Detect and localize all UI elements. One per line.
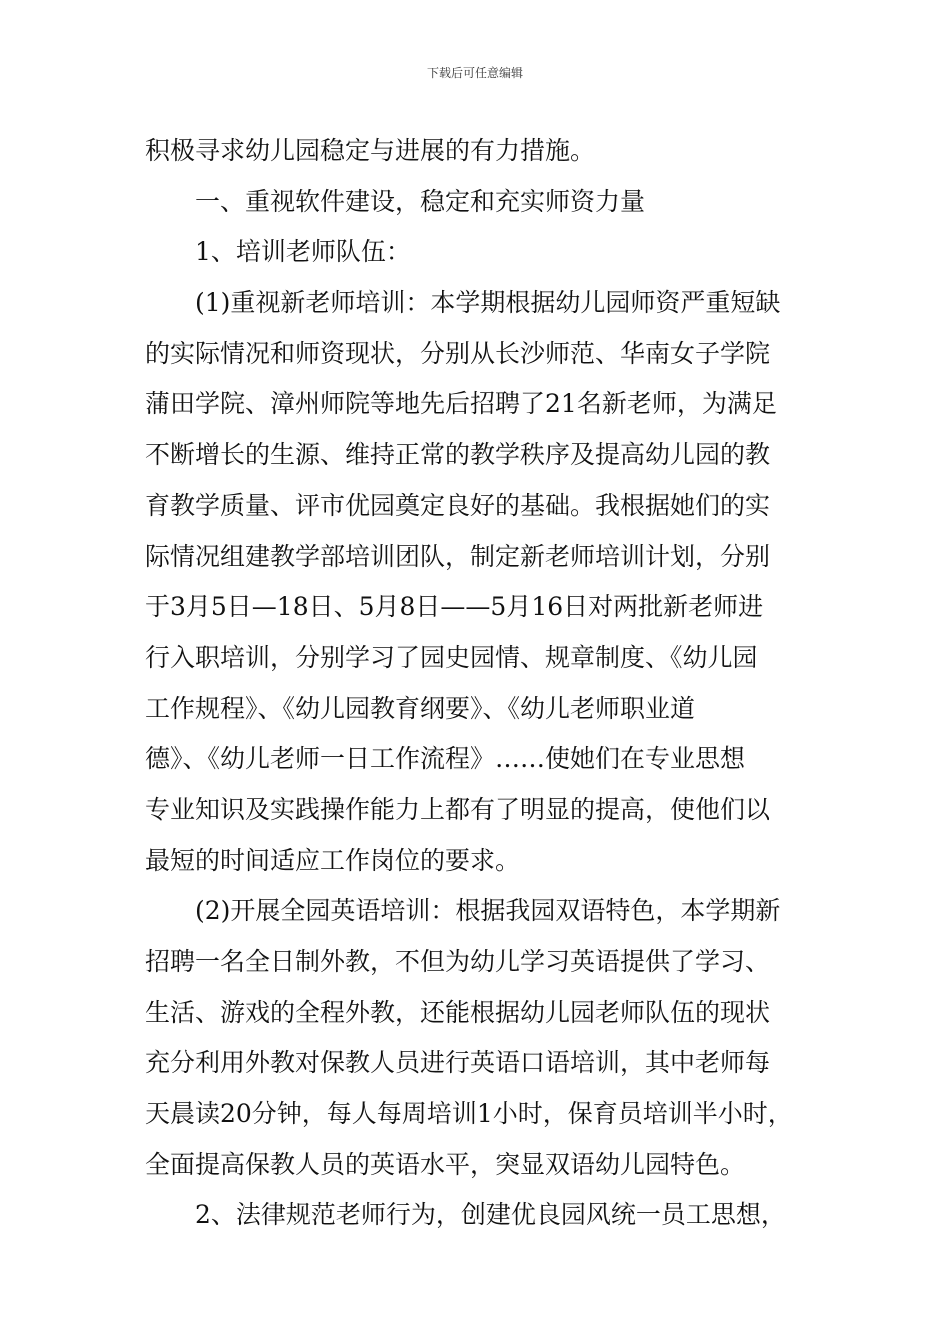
text-line: 不断增长的生源、维持正常的教学秩序及提高幼儿园的教 xyxy=(145,440,771,470)
document-body xyxy=(145,126,825,1241)
subsection-heading: 1、培训老师队伍： xyxy=(195,237,411,267)
text-line: (2)开展全园英语培训：根据我园双语特色，本学期新 xyxy=(195,896,781,926)
text-line: 天晨读20分钟，每人每周培训1小时，保育员培训半小时， xyxy=(145,1099,793,1129)
text-line: 际情况组建教学部培训团队，制定新老师培训计划，分别 xyxy=(145,541,771,571)
text-line: 专业知识及实践操作能力上都有了明显的提高，使他们以 xyxy=(145,794,771,824)
text-line: 育教学质量、评市优园奠定良好的基础。我根据她们的实 xyxy=(145,490,771,520)
text-line: 蒲田学院、漳州师院等地先后招聘了21名新老师，为满足 xyxy=(145,389,777,419)
text-line: 最短的时间适应工作岗位的要求。 xyxy=(145,845,521,875)
text-line: (1)重视新老师培训：本学期根据幼儿园师资严重短缺 xyxy=(195,288,781,318)
text-line: 于3月5日—18日、5月8日——5月16日对两批新老师进 xyxy=(145,592,764,622)
text-line: 工作规程》、《幼儿园教育纲要》、《幼儿老师职业道 xyxy=(145,693,696,723)
text-line: 的实际情况和师资现状，分别从长沙师范、华南女子学院 xyxy=(145,338,771,368)
text-line: 行入职培训，分别学习了园史园情、规章制度、《幼儿园 xyxy=(145,642,758,672)
text-line: 生活、游戏的全程外教，还能根据幼儿园老师队伍的现状 xyxy=(145,997,771,1027)
text-line: 积极寻求幼儿园稳定与进展的有力措施。 xyxy=(145,136,596,165)
page-header-note: 下载后可任意编辑 xyxy=(426,66,523,80)
text-line: 全面提高保教人员的英语水平，突显双语幼儿园特色。 xyxy=(145,1149,746,1179)
text-line: 德》、《幼儿老师一日工作流程》……使她们在专业思想 xyxy=(145,744,746,774)
subsection-heading: 2、法律规范老师行为，创建优良园风统一员工思想， xyxy=(195,1200,786,1230)
text-line: 充分利用外教对保教人员进行英语口语培训，其中老师每 xyxy=(145,1048,771,1078)
section-heading: 一、重视软件建设，稳定和充实师资力量 xyxy=(195,186,646,216)
text-line: 招聘一名全日制外教，不但为幼儿学习英语提供了学习、 xyxy=(145,947,771,976)
